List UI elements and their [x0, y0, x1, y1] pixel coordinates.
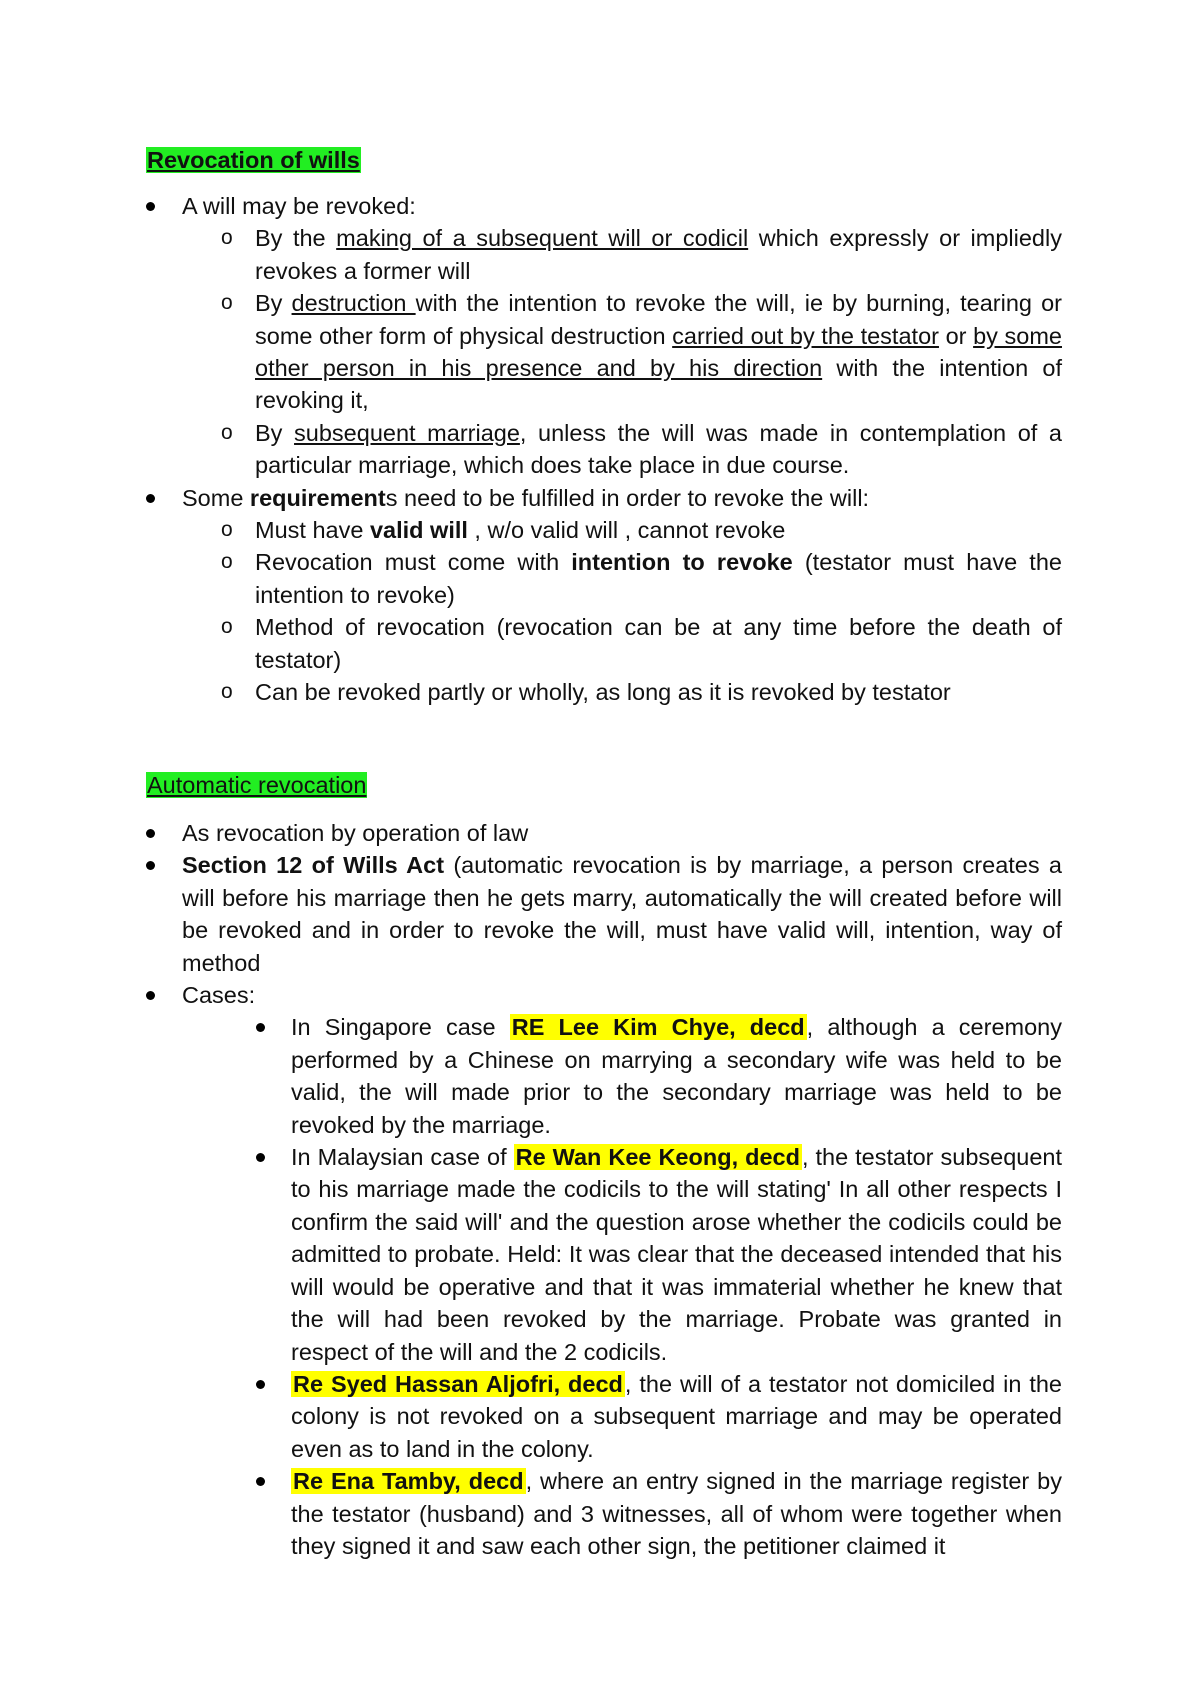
list-item: o Method of revocation (revocation can be at any time before the death of testator): [0, 611, 1062, 676]
bullet-icon: [146, 202, 155, 211]
circle-bullet-icon: o: [221, 226, 233, 250]
list-item: o By subsequent marriage, unless the will was made in contemplation of a particular marriage, which does take place in due course.: [0, 417, 1062, 482]
list-item: A will may be revoked:: [0, 190, 1062, 222]
circle-bullet-icon: o: [221, 291, 233, 315]
list-item: Cases:: [0, 979, 1062, 1011]
list-item: o Can be revoked partly or wholly, as long as it is revoked by testator: [0, 676, 1062, 708]
case-name-highlight: Re Syed Hassan Aljofri, decd: [293, 1370, 623, 1397]
bullet-icon: [146, 829, 155, 838]
bullet-icon: [146, 991, 155, 1000]
list-item: o Must have valid will , w/o valid will , cannot revoke: [0, 514, 1062, 546]
bullet-icon: [256, 1153, 265, 1162]
bullet-icon: [256, 1023, 265, 1032]
circle-bullet-icon: o: [221, 615, 233, 639]
list-item: Section 12 of Wills Act (automatic revocation is by marriage, a person creates a will before his marriage then he gets marry, automatically the will created before will be revoked and in order to revoke the will, must have valid will, intention, way of method: [0, 849, 1062, 979]
heading-automatic-revocation: Automatic revocation: [147, 772, 367, 798]
case-item: In Malaysian case of Re Wan Kee Keong, decd, the testator subsequent to his marriage made the codicils to the will stating' In all other respects I confirm the said will' and the question arose whether the codicils could be admitted to probate. Held: It was clear that the deceased intended that his will would be operative and that it was immaterial whether he knew that the will had been revoked by the marriage. Probate was granted in respect of the will and the 2 codicils.: [0, 1141, 1062, 1368]
bullet-icon: [146, 494, 155, 503]
list-item: o By destruction with the intention to revoke the will, ie by burning, tearing or some other form of physical destruction carried out by the testator or by some other person in his presence and by his direction with the intention of revoking it,: [0, 287, 1062, 417]
case-item: Re Syed Hassan Aljofri, decd, the will of a testator not domiciled in the colony is not revoked on a subsequent marriage and may be operated even as to land in the colony.: [0, 1368, 1062, 1465]
bullet-icon: [146, 861, 155, 870]
case-name-highlight: RE Lee Kim Chye, decd: [511, 1014, 805, 1041]
case-item: In Singapore case RE Lee Kim Chye, decd, although a ceremony performed by a Chinese on marrying a secondary wife was held to be valid, the will made prior to the secondary marriage was held to be revoked by the marriage.: [0, 1011, 1062, 1141]
circle-bullet-icon: o: [221, 550, 233, 574]
list-item: Some requirements need to be fulfilled in order to revoke the will:: [0, 482, 1062, 514]
heading-revocation-of-wills: Revocation of wills: [147, 147, 360, 173]
case-item: Re Ena Tamby, decd, where an entry signed in the marriage register by the testator (husband) and 3 witnesses, all of whom were together when they signed it and saw each other sign, the petitioner claimed it: [0, 1465, 1062, 1562]
circle-bullet-icon: o: [221, 518, 233, 542]
revocation-list: [0, 190, 1200, 709]
circle-bullet-icon: o: [221, 420, 233, 444]
list-item: As revocation by operation of law: [0, 817, 1062, 849]
case-name-highlight: Re Wan Kee Keong, decd: [515, 1144, 800, 1171]
list-item: o Revocation must come with intention to revoke (testator must have the intention to revoke): [0, 546, 1062, 611]
bullet-icon: [256, 1380, 265, 1389]
list-item: o By the making of a subsequent will or codicil which expressly or impliedly revokes a former will: [0, 222, 1062, 287]
circle-bullet-icon: o: [221, 680, 233, 704]
bullet-icon: [256, 1477, 265, 1486]
automatic-revocation-list: [0, 817, 1200, 1562]
case-name-highlight: Re Ena Tamby, decd: [293, 1468, 524, 1495]
